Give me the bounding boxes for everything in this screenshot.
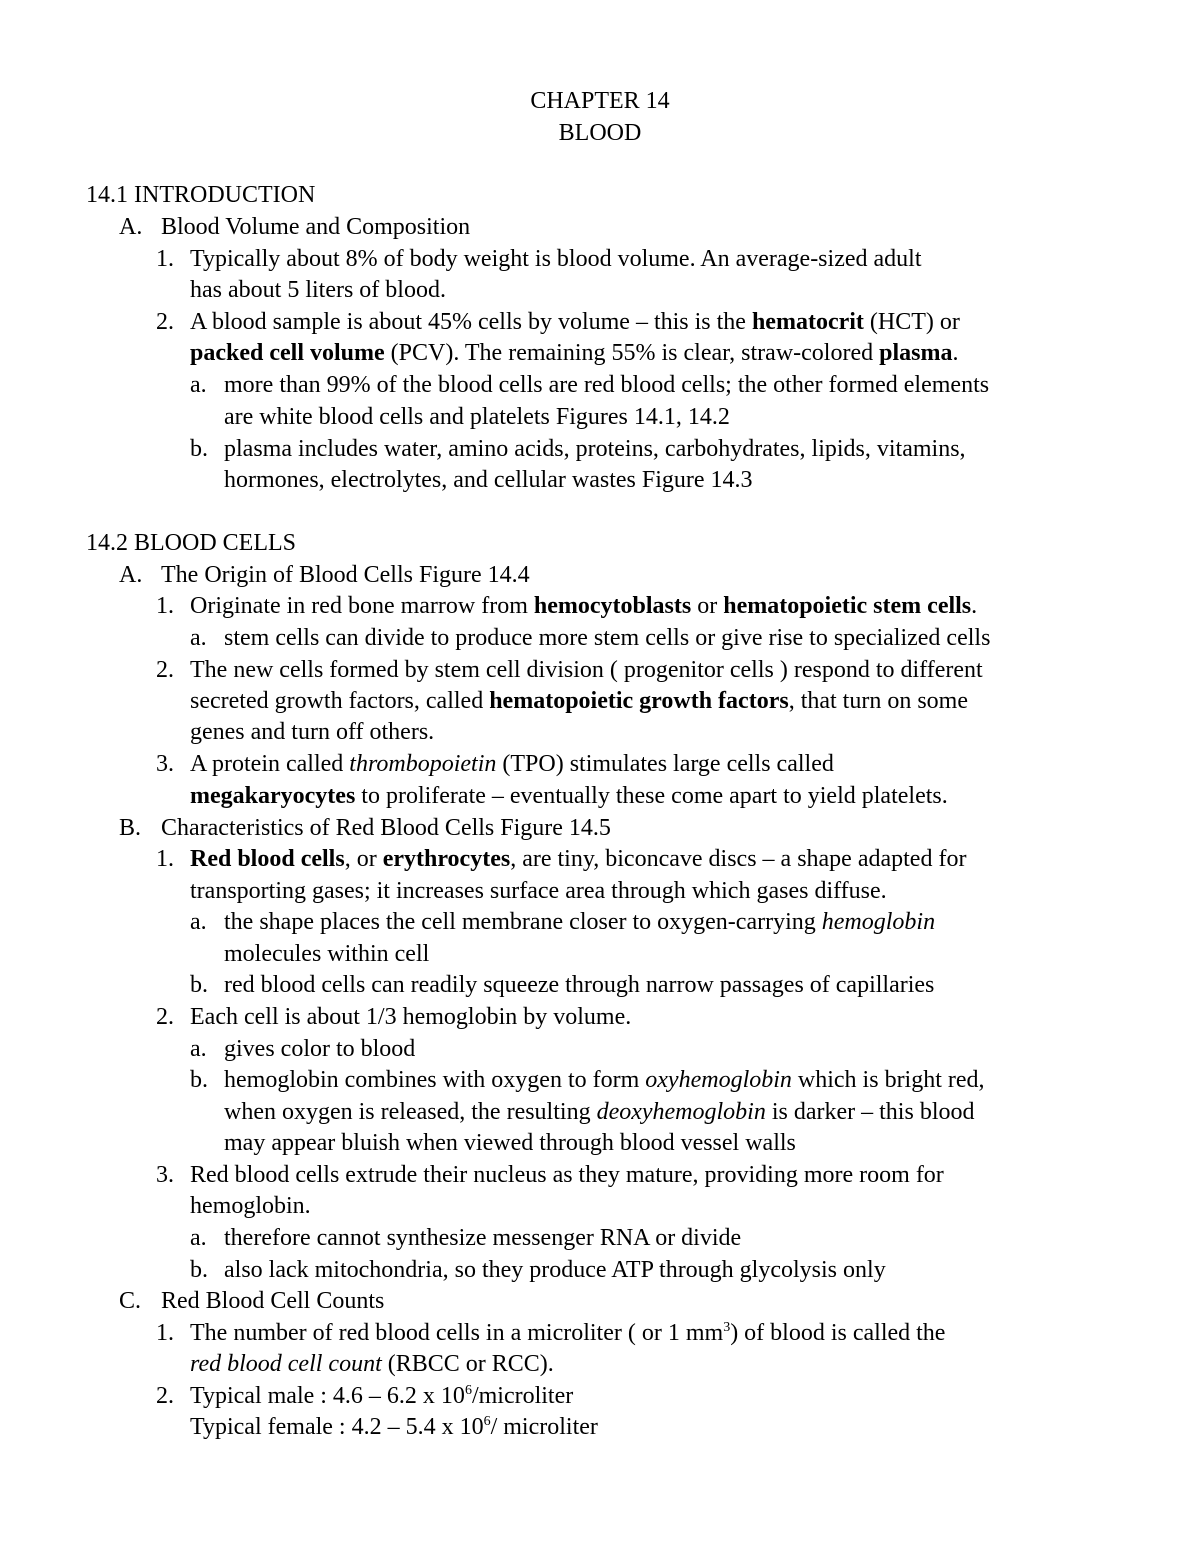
outline-label: C.: [119, 1288, 142, 1314]
outline-label: b.: [190, 1067, 208, 1093]
list-item-text: secreted growth factors, called hematopoietic growth factors, that turn on some: [190, 688, 968, 714]
outline-label: B.: [119, 815, 142, 841]
outline-label: a.: [190, 625, 207, 651]
subsection-title: Red Blood Cell Counts: [161, 1288, 385, 1314]
list-item-text: A blood sample is about 45% cells by volume – this is the hematocrit (HCT) or: [190, 309, 960, 335]
list-item-text: hemoglobin.: [190, 1193, 311, 1219]
list-item-text: Red blood cells, or erythrocytes, are tiny, biconcave discs – a shape adapted for: [190, 846, 967, 872]
outline-label: 2.: [156, 1383, 174, 1409]
list-item-text: hormones, electrolytes, and cellular wastes Figure 14.3: [224, 467, 753, 493]
outline-label: 2.: [156, 309, 174, 335]
list-item-text: Typical male : 4.6 – 6.2 x $10^6$/microliter: [190, 1383, 574, 1409]
outline-label: A.: [119, 214, 143, 240]
list-item-text: stem cells can divide to produce more stem cells or give rise to specialized cells: [224, 625, 991, 651]
bold-term: Red blood cells: [190, 846, 345, 872]
bold-term: hemocytoblasts: [533, 593, 692, 619]
italic-term: hemoglobin: [821, 909, 936, 935]
list-item-text: transporting gases; it increases surface area through which gases diffuse.: [190, 878, 887, 904]
outline-label: A.: [119, 562, 143, 588]
outline-label: 3.: [156, 751, 174, 777]
list-item-text: also lack mitochondria, so they produce ATP through glycolysis only: [224, 1257, 886, 1283]
outline-label: a.: [190, 372, 207, 398]
list-item-text: The new cells formed by stem cell division ( progenitor cells ) respond to different: [190, 657, 983, 683]
subsection-title: Blood Volume and Composition: [161, 214, 471, 240]
chapter-title: BLOOD: [558, 120, 642, 146]
list-item-text: A protein called thrombopoietin (TPO) stimulates large cells called: [190, 751, 834, 777]
list-item-text: Typically about 8% of body weight is blood volume. An average-sized adult: [190, 246, 922, 272]
bold-term: megakaryocytes: [190, 783, 356, 809]
outline-label: 1.: [156, 846, 174, 872]
outline-label: 1.: [156, 593, 174, 619]
outline-label: 1.: [156, 1320, 174, 1346]
list-item-text: red blood cell count (RBCC or RCC).: [190, 1351, 554, 1377]
subsection-title: The Origin of Blood Cells Figure 14.4: [161, 562, 530, 588]
list-item-text: has about 5 liters of blood.: [190, 277, 446, 303]
superscript: 6: [464, 1383, 472, 1398]
bold-term: plasma: [879, 340, 953, 366]
list-item-text: are white blood cells and platelets Figures 14.1, 14.2: [224, 404, 730, 430]
list-item-text: therefore cannot synthesize messenger RNA or divide: [224, 1225, 742, 1251]
list-item-text: more than 99% of the blood cells are red blood cells; the other formed elements: [224, 372, 990, 398]
outline-label: b.: [190, 972, 208, 998]
bold-term: hematopoietic growth factors: [489, 688, 789, 714]
list-item-text: plasma includes water, amino acids, proteins, carbohydrates, lipids, vitamins,: [224, 436, 966, 462]
list-item-text: megakaryocytes to proliferate – eventually these come apart to yield platelets.: [190, 783, 948, 809]
outline-label: 2.: [156, 1004, 174, 1030]
bold-term: hematocrit: [751, 309, 864, 335]
list-item-text: may appear bluish when viewed through blood vessel walls: [224, 1130, 796, 1156]
subsection-title: Characteristics of Red Blood Cells Figure 14.5: [161, 815, 611, 841]
list-item-text: hemoglobin combines with oxygen to form oxyhemoglobin which is bright red,: [224, 1067, 985, 1093]
list-item-text: genes and turn off others.: [190, 719, 435, 745]
list-item-text: when oxygen is released, the resulting deoxyhemoglobin is darker – this blood: [224, 1099, 975, 1125]
list-item-text: the shape places the cell membrane closer to oxygen-carrying hemoglobin: [224, 909, 936, 935]
list-item-text: Typical female : 4.2 – 5.4 x $10^6/$ microliter: [190, 1414, 598, 1440]
bold-term: erythrocytes: [382, 846, 511, 872]
outline-label: 2.: [156, 657, 174, 683]
bold-term: hematopoietic stem cells: [723, 593, 972, 619]
outline-label: a.: [190, 909, 207, 935]
list-item-text: red blood cells can readily squeeze through narrow passages of capillaries: [224, 972, 935, 998]
outline-label: 3.: [156, 1162, 174, 1188]
outline-label: 1.: [156, 246, 174, 272]
italic-term: red blood cell count: [190, 1351, 382, 1377]
outline-label: a.: [190, 1225, 207, 1251]
bold-term: packed cell volume: [190, 340, 385, 366]
superscript: 3: [723, 1320, 731, 1335]
list-item-text: gives color to blood: [224, 1036, 416, 1062]
list-item-text: molecules within cell: [224, 941, 430, 967]
outline-label: b.: [190, 436, 208, 462]
italic-term: thrombopoietin: [349, 751, 497, 777]
chapter-number: CHAPTER 14: [530, 88, 670, 114]
list-item-text: Each cell is about 1/3 hemoglobin by volume.: [190, 1004, 632, 1030]
italic-term: deoxyhemoglobin: [596, 1099, 766, 1125]
section-heading: 14.2 BLOOD CELLS: [86, 530, 296, 556]
list-item-text: The number of red blood cells in a microliter ( or 1 $mm^3$) of blood is called the: [190, 1320, 946, 1346]
list-item-text: Originate in red bone marrow from hemocytoblasts or hematopoietic stem cells.: [190, 593, 978, 619]
outline-label: b.: [190, 1257, 208, 1283]
outline-label: a.: [190, 1036, 207, 1062]
italic-term: oxyhemoglobin: [645, 1067, 792, 1093]
list-item-text: Red blood cells extrude their nucleus as they mature, providing more room for: [190, 1162, 944, 1188]
superscript: 6: [483, 1414, 491, 1429]
section-heading: 14.1 INTRODUCTION: [86, 182, 316, 208]
list-item-text: packed cell volume (PCV). The remaining 55% is clear, straw-colored plasma.: [190, 340, 959, 366]
